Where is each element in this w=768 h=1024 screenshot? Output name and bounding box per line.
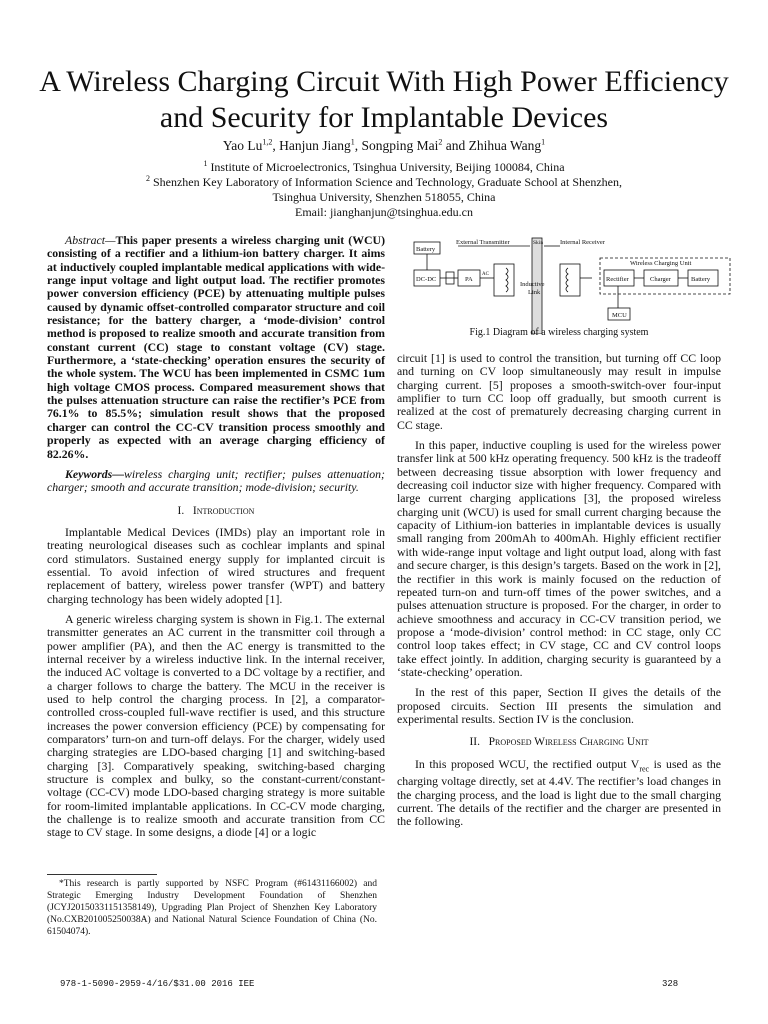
affiliation-text: Institute of Microelectronics, Tsinghua University, Beijing 100084, China — [210, 160, 565, 174]
author-sup: 2 — [438, 137, 443, 147]
affiliation-text: Shenzhen Key Laboratory of Information Science and Technology, Graduate School at Shenzhen, — [152, 175, 622, 189]
author-name: Zhihua Wang — [468, 138, 542, 153]
paragraph — [397, 758, 721, 829]
paragraph-text: In this proposed WCU, the rectified output V — [415, 756, 640, 771]
paragraph: In the rest of this paper, Section II gives the details of the proposed circuits. Section III presents the simulation and experimental results. Section IV is the conclusion. — [397, 685, 721, 726]
affiliation-text: Tsinghua University, Shenzhen 518055, China — [272, 190, 496, 204]
fig-label: AC — [482, 272, 489, 277]
author-name: Hanjun Jiang — [279, 138, 351, 153]
right-column — [397, 352, 721, 836]
section-title: Proposed Wireless Charging Unit — [488, 736, 649, 749]
fig-label: MCU — [612, 312, 627, 319]
figure-caption: Fig.1 Diagram of a wireless charging system — [469, 327, 649, 338]
abstract-text: This paper presents a wireless charging unit (WCU) consisting of a rectifier and a lithium-ion battery charger. It aims at inductively coupled implantable medical applications with wide-range input voltage and light output load. The rectifier promotes power conversion efficiency (PCE) by attenuating multiple pulses caused by dynamic offset-controlled comparator structure and coil resistance; for the battery charger, a ‘mode-division’ control method is proposed to realize smooth and accurate transition from constant current (CC) stage to constant voltage (CV) stage. Furthermore, a ‘state-checking’ operation ensures the security of the whole system. The WCU has been implemented in CSMC 1um high voltage CMOS process. Compared measurement shows that the pulses attenuation structure can raise the rectifier’s PCE from 76.1% to 85.5%; simulation result shows that the proposed charger can control the CC-CV transition process smoothly and properly as expected with an average charging efficiency of 82.26%. — [47, 233, 385, 461]
subscript: rec — [639, 763, 650, 773]
author-line: Yao Lu$^{1,2}$, Hanjun Jiang$^1$, Songping Mai$^2$ and Zhihua Wang$^1$ — [222, 137, 546, 153]
affiliations — [0, 160, 768, 220]
figure-diagram — [410, 234, 736, 334]
affiliation-sup: 1 — [203, 159, 208, 168]
paragraph: circuit [1] is used to control the transition, but turning off CC loop and turning on CV loop simultaneously may result in impulse charging current. [5] proposes a smooth-switch-over four-input amplifier to turn CC loop off gradually, but smooth current is realized at the cost of prematurely decreasing charging current in CC stage. — [397, 351, 721, 432]
fig-label: Rectifier — [606, 276, 629, 283]
paper-title: A Wireless Charging Circuit With High Power Efficiency and Security for Implantable Devices — [39, 65, 729, 134]
author-sup: 1 — [350, 137, 355, 147]
keywords-text: wireless charging unit; rectifier; pulses attenuation; charger; smooth and accurate transition; mode-division; security. — [47, 466, 385, 495]
fig-label: Battery — [691, 276, 711, 283]
keywords-label: Keywords— — [65, 466, 124, 481]
fig-label: Charger — [650, 276, 671, 283]
affiliation-line — [0, 175, 768, 190]
paragraph: A generic wireless charging system is shown in Fig.1. The external transmitter generates an AC current in the transmitter coil through a power amplifier (PA), and then the AC energy is transmitted to the internal receiver by a wireless inductive link. In the internal receiver, the induced AC voltage is converted to a DC voltage by a rectifier, and a charger follows to charge the battery. The MCU in the receiver is used to help control the charging process. In [2], a comparator-controlled cross-coupled full-wave rectifier is used, and this structure increases the power conversion efficiency (PCE) by compensating for comparators’ turn-on and turn-off delays. For the charger, widely used charging strategies are LDO-based charging [1] and switching-based charging [3]. Comparatively speaking, switching-based charging structure is complex and bulky, so the constant-current/constant-voltage (CC-CV) mode LDO-based charging strategy is more suitable for room-limited implantable applications. In CC-CV mode charging, the challenge is to realize smooth and accurate transition from CC stage to CV stage. In some designs, a diode [4] or a logic — [47, 611, 385, 840]
fig-label: Battery — [416, 246, 436, 253]
fig-label: PA — [465, 276, 473, 283]
affiliation-email — [0, 205, 768, 220]
section-number: I. — [177, 504, 185, 517]
email-text: Email: jianghanjun@tsinghua.edu.cn — [294, 205, 473, 219]
paragraph-text: is used as the charging voltage directly, set at 4.4V. The rectifier’s load changes in the charging process, and the load is light due to the small charging current. The details of the rectifier and the charger are presented in the following. — [397, 756, 722, 829]
fig-label: Skin — [533, 240, 544, 246]
paragraph: Implantable Medical Devices (IMDs) play an important role in treating neurological diseases such as cochlear implants and spinal cord stimulators. Sustained energy supply for implanted circuit is essential. To avoid infection of wired structures and frequent replacement of battery, wireless power transfer (WPT) and battery charging technology has been widely adopted [1]. — [47, 524, 385, 606]
fig-label: Link — [528, 289, 541, 296]
section-heading — [397, 736, 721, 749]
fig-label: External Transmitter — [456, 239, 510, 246]
section-heading — [47, 505, 385, 518]
author-sup: 1,2 — [262, 137, 273, 147]
affiliation-line — [0, 160, 768, 175]
page-number: 328 — [662, 979, 679, 989]
fig-label: DC-DC — [416, 276, 437, 283]
footer-isbn: 978-1-5090-2959-4/16/$31.00 2016 IEE — [60, 979, 255, 989]
author-sup: 1 — [541, 137, 546, 147]
footnote: *This research is partly supported by NSFC Program (#61431166002) and Strategic Emerging Industry Development Foundation of Shenzhen (JCYJ20150331151358149), Upgrading Plan Project of Shenzhen Key Laboratory (No.CXB201005250038A) and National Natural Science Foundation of China (No. 61504074). — [47, 879, 377, 937]
section-title: Introduction — [192, 504, 255, 517]
abstract-label: Abstract— — [65, 233, 116, 247]
fig-label: Wireless Charging Unit — [630, 260, 692, 267]
affiliation-sup: 2 — [145, 174, 150, 183]
fig-label: Inductive — [520, 281, 545, 288]
fig-label: Internal Receiver — [560, 239, 605, 246]
abstract — [47, 234, 385, 461]
footnote-divider — [47, 874, 157, 875]
section-number: II. — [469, 736, 481, 749]
left-column — [47, 234, 385, 847]
author-name: Songping Mai — [361, 138, 439, 153]
author-name: Yao Lu — [222, 138, 263, 153]
author-and: and — [445, 138, 466, 153]
paragraph: In this paper, inductive coupling is used for the wireless power transfer link at 500 kHz operating frequency. 500 kHz is the tradeoff between decreasing tissue absorption with lower frequency and decreasing coil inductor size with higher frequency. Compared with large current charging applications [3], the proposed wireless charging unit (WCU) is used for small current charging because the capacity of Lithium-ion batteries in implantable devices is usually small ranging from 200mAh to 400mAh. Highly efficient rectifier with wide-range input voltage and light output load, along with fast and secure charger, is this design’s targets. Based on the work in [2], the rectifier in this work is mainly focused on the reduction of repeated turn-on and turn-off times of the power switches, and a pulses attenuation structure is proposed. For the charger, in order to achieve smoothness and accuracy in CC-CV transition period, we propose a ‘mode-division’ control method: in CC stage, only CC control loop takes effect; in CV stage, CC and CV control loops take effect jointly. In addition, charging security is guaranteed by a ‘state-checking’ operation. — [397, 438, 721, 679]
affiliation-line — [0, 190, 768, 205]
keywords — [47, 468, 385, 495]
